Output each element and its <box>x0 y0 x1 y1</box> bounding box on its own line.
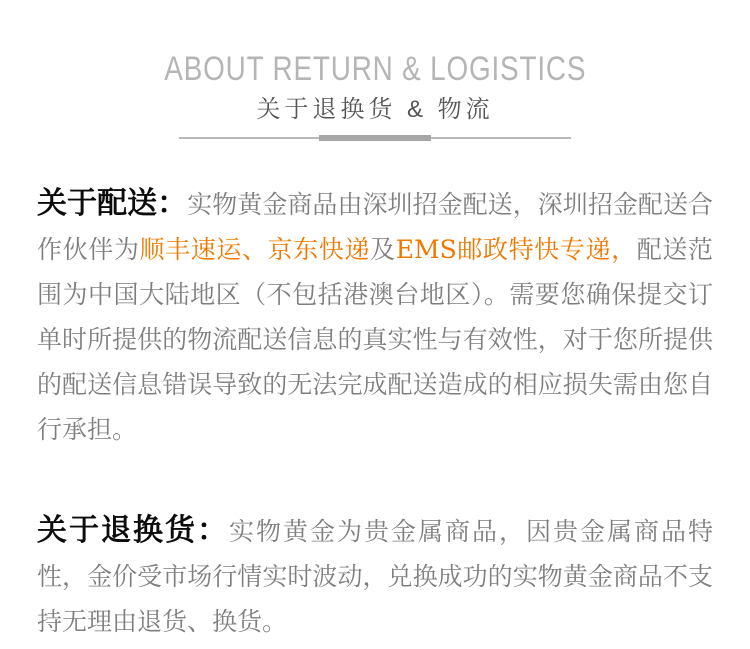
courier-names-highlight: 顺丰速运、京东快递 <box>139 235 371 264</box>
delivery-paragraph <box>37 181 713 452</box>
delivery-text-1: 实物黄金商品由深圳招金配送，深圳招金配送合作伙伴为 <box>37 190 713 264</box>
section-header <box>0 0 750 141</box>
returns-paragraph <box>37 508 713 644</box>
delivery-lead: 关于配送： <box>37 186 188 221</box>
ems-courier-highlight: EMS邮政特快专递， <box>395 235 637 264</box>
section-title-chinese: 关于退换货 & 物流 <box>256 96 494 123</box>
returns-text-1: 实物黄金为贵金属商品，因贵金属商品特性，金价受市场行情实时波动，兑换成功的实物黄金商品不支持无理由退货、换货。 <box>37 517 713 636</box>
section-title-english: ABOUT RETURN & LOGISTICS <box>164 50 586 88</box>
content <box>0 181 750 644</box>
returns-lead: 关于退换货： <box>37 513 229 548</box>
delivery-text-2: 及 <box>370 235 396 264</box>
divider-center-bar <box>319 135 431 141</box>
delivery-text-3: 配送范围为中国大陆地区（不包括港澳台地区）。需要您确保提交订单时所提供的物流配送信息的真实性与有效性，对于您所提供的配送信息错误导致的无法完成配送造成的相应损失需由您自行承担。 <box>37 235 713 444</box>
section-divider <box>179 135 571 141</box>
